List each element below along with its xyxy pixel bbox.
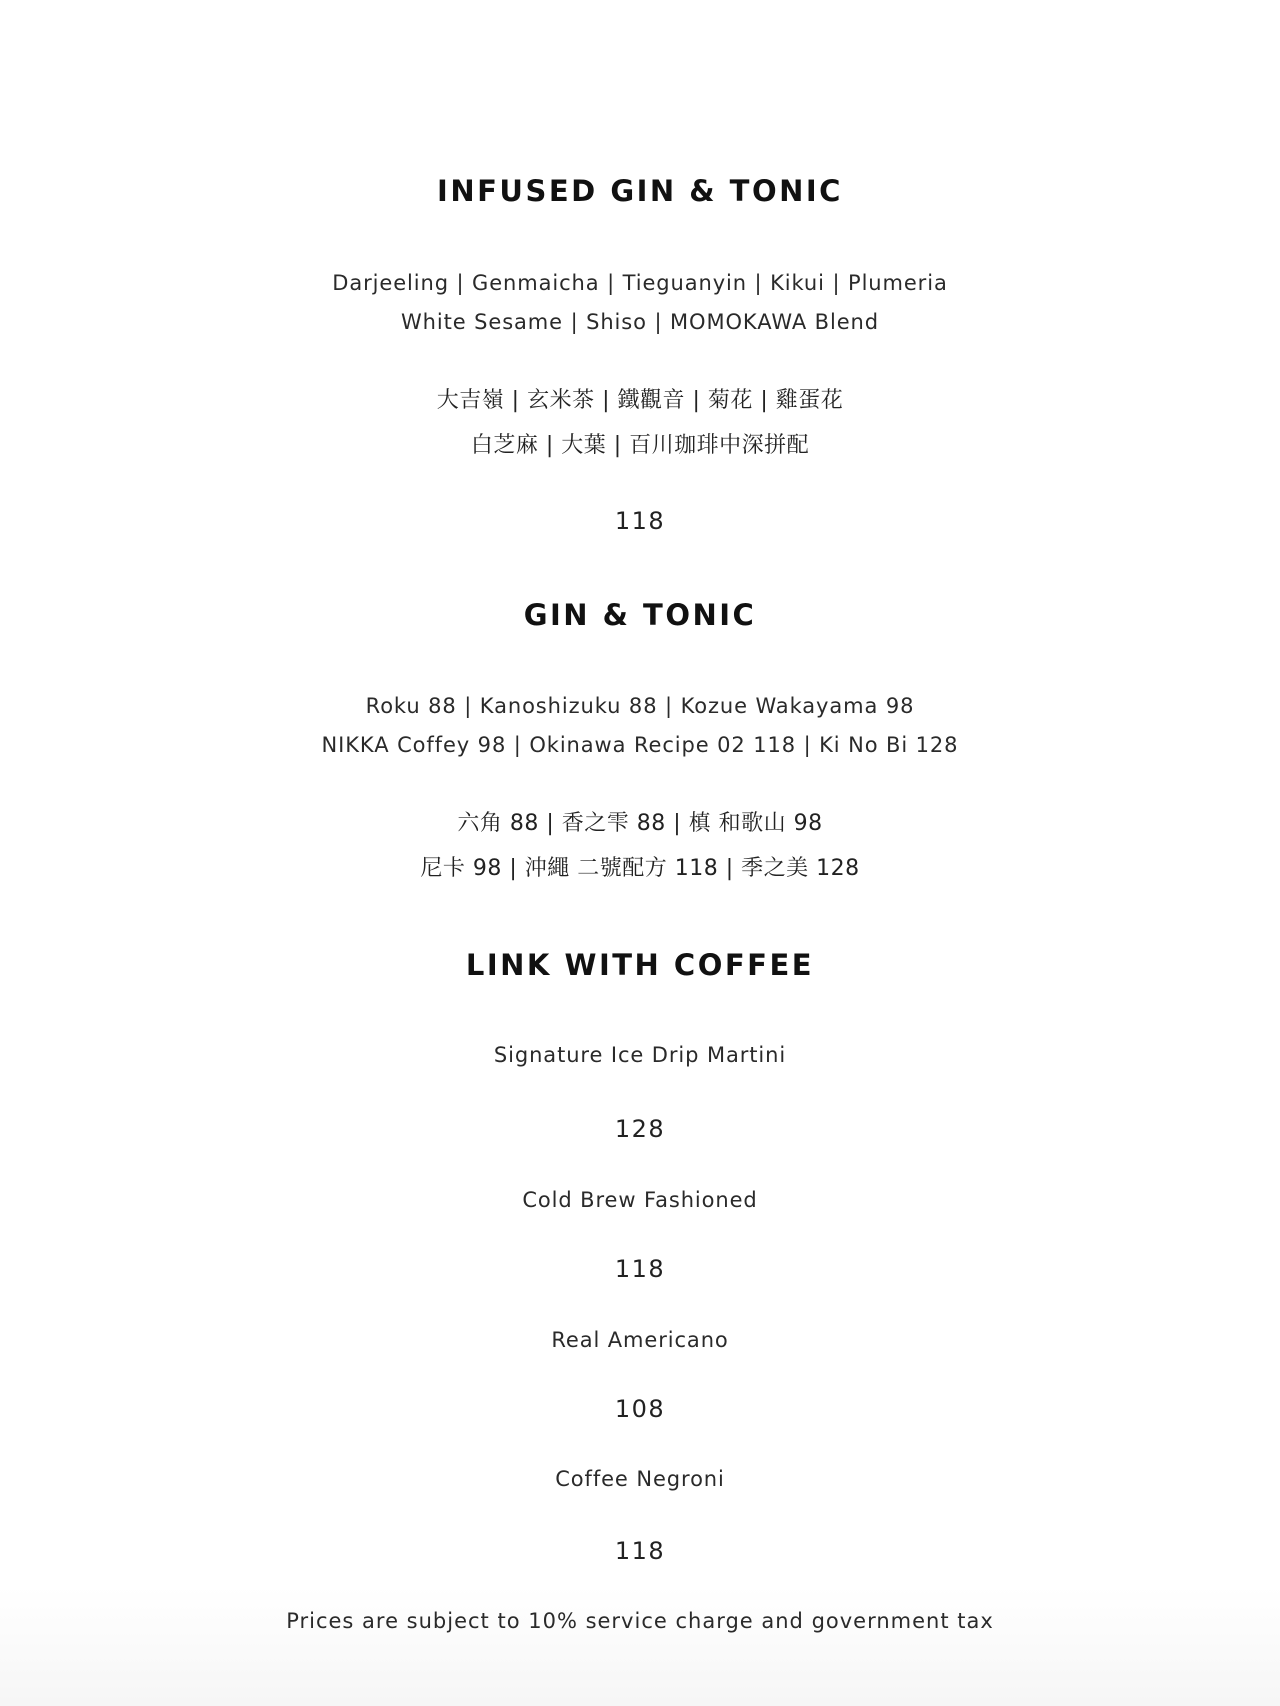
coffee-item-price: 108 <box>614 1395 666 1423</box>
section-title-gin-tonic: GIN & TONIC <box>523 598 757 632</box>
coffee-item-name: Real Americano <box>551 1328 729 1352</box>
coffee-item-price: 128 <box>614 1115 666 1143</box>
coffee-item-name: Coffee Negroni <box>555 1467 725 1491</box>
coffee-item-price: 118 <box>614 1537 666 1565</box>
coffee-item-name: Signature Ice Drip Martini <box>493 1043 787 1067</box>
section-title-infused-gin-tonic: INFUSED GIN & TONIC <box>437 174 843 208</box>
infused-flavors-zh-line-1: 大吉嶺 | 玄米茶 | 鐵觀音 | 菊花 | 雞蛋花 <box>436 388 844 413</box>
coffee-item-price: 118 <box>614 1255 666 1283</box>
gin-list-zh-line-2: 尼卡 98 | 沖繩 二號配方 118 | 季之美 128 <box>420 856 860 881</box>
section-title-link-with-coffee: LINK WITH COFFEE <box>465 948 815 982</box>
gin-list-en-line-1: Roku 88 | Kanoshizuku 88 | Kozue Wakayama 98 <box>365 694 915 718</box>
infused-price: 118 <box>614 507 666 535</box>
gin-list-en-line-2: NIKKA Coffey 98 | Okinawa Recipe 02 118 | Ki No Bi 128 <box>321 733 959 757</box>
infused-flavors-en-line-1: Darjeeling | Genmaicha | Tieguanyin | Kikui | Plumeria <box>332 271 948 295</box>
infused-flavors-en-line-2: White Sesame | Shiso | MOMOKAWA Blend <box>401 310 879 334</box>
service-charge-note: Prices are subject to 10% service charge and government tax <box>286 1609 994 1633</box>
coffee-item-name: Cold Brew Fashioned <box>522 1188 758 1212</box>
infused-flavors-zh-line-2: 白芝麻 | 大葉 | 百川珈琲中深拼配 <box>470 433 810 458</box>
gin-list-zh-line-1: 六角 88 | 香之雫 88 | 槙 和歌山 98 <box>457 811 823 836</box>
